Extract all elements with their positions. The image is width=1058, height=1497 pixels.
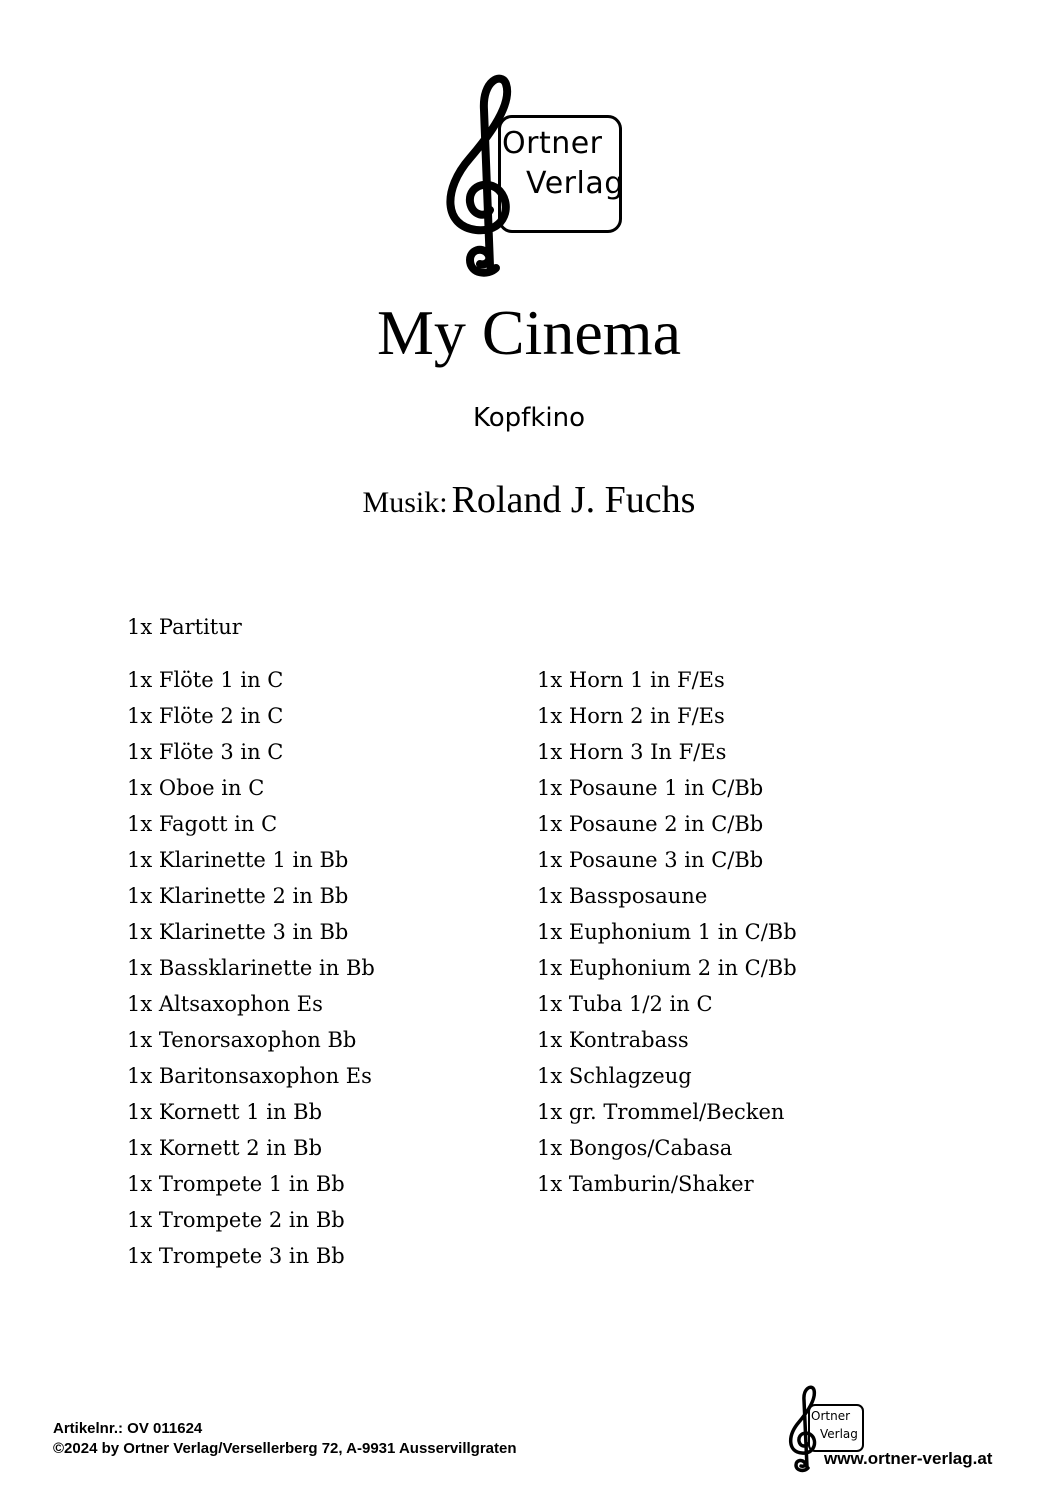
website-link[interactable]: www.ortner-verlag.at — [824, 1449, 993, 1468]
parts-list-left — [127, 663, 375, 1275]
part-item: 1x Bongos/Cabasa — [537, 1136, 733, 1160]
footer-info — [53, 1419, 517, 1459]
part-item: 1x Flöte 3 in C — [127, 740, 284, 764]
part-item: 1x Kontrabass — [537, 1028, 689, 1052]
composer-line — [0, 478, 1058, 522]
part-item: 1x Euphonium 1 in C/Bb — [537, 920, 797, 944]
part-item: 1x Bassposaune — [537, 884, 708, 908]
composer-name: Roland J. Fuchs — [451, 479, 696, 521]
piece-title: My Cinema — [377, 297, 681, 368]
part-item: 1x Horn 3 In F/Es — [537, 740, 727, 764]
part-item: 1x Tamburin/Shaker — [537, 1172, 754, 1196]
part-item: 1x Altsaxophon Es — [127, 992, 323, 1016]
part-item: 1x Schlagzeug — [537, 1064, 692, 1088]
part-item: 1x Baritonsaxophon Es — [127, 1064, 372, 1088]
part-item: 1x Bassklarinette in Bb — [127, 956, 375, 980]
part-item: 1x Tenorsaxophon Bb — [127, 1028, 357, 1052]
part-item: 1x Tuba 1/2 in C — [537, 992, 713, 1016]
part-item: 1x Fagott in C — [127, 812, 278, 836]
piece-subtitle: Kopfkino — [473, 403, 585, 433]
part-item: 1x Flöte 1 in C — [127, 668, 284, 692]
logo-word-verlag-small: Verlag — [820, 1427, 858, 1441]
article-number: Artikelnr.: OV 011624 — [53, 1420, 203, 1437]
part-item: 1x Kornett 1 in Bb — [127, 1100, 323, 1124]
part-item: 1x Trompete 1 in Bb — [127, 1172, 345, 1196]
part-item: 1x Kornett 2 in Bb — [127, 1136, 323, 1160]
part-item: 1x Flöte 2 in C — [127, 704, 284, 728]
part-item: 1x gr. Trommel/Becken — [537, 1100, 785, 1124]
part-item: 1x Horn 2 in F/Es — [537, 704, 725, 728]
part-item: 1x Euphonium 2 in C/Bb — [537, 956, 797, 980]
part-item: 1x Klarinette 3 in Bb — [127, 920, 349, 944]
parts-list-right — [537, 663, 797, 1203]
score-entry: 1x Partitur — [127, 615, 242, 639]
logo-word-ortner-small: Ortner — [811, 1409, 851, 1423]
logo-word-verlag: Verlag — [526, 166, 624, 201]
part-item: 1x Trompete 2 in Bb — [127, 1208, 345, 1232]
part-item: 1x Posaune 2 in C/Bb — [537, 812, 764, 836]
part-item: 1x Trompete 3 in Bb — [127, 1244, 345, 1268]
part-item: 1x Posaune 3 in C/Bb — [537, 848, 764, 872]
logo-word-ortner: Ortner — [502, 126, 603, 161]
composer-label: Musik: — [362, 486, 448, 519]
publisher-logo — [440, 70, 630, 280]
part-item: 1x Horn 1 in F/Es — [537, 668, 725, 692]
part-item: 1x Klarinette 1 in Bb — [127, 848, 349, 872]
part-item: 1x Oboe in C — [127, 776, 265, 800]
part-item: 1x Klarinette 2 in Bb — [127, 884, 349, 908]
part-item: 1x Posaune 1 in C/Bb — [537, 776, 764, 800]
copyright-line: ©2024 by Ortner Verlag/Versellerberg 72, A-9931 Ausservillgraten — [53, 1440, 517, 1457]
